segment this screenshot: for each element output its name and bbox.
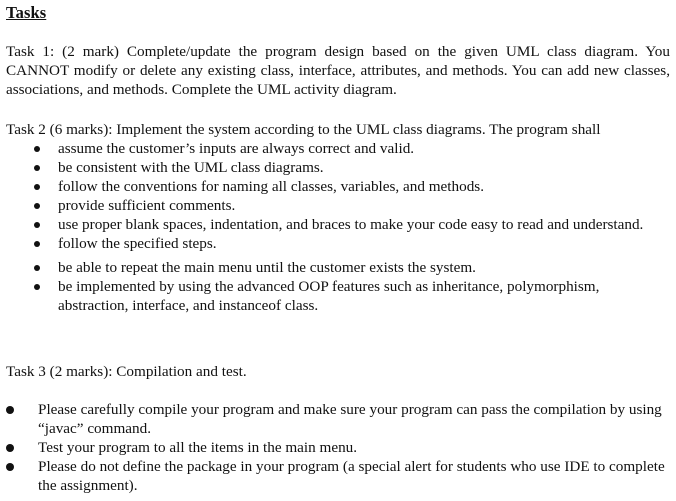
list-item-text: follow the conventions for naming all classes, variables, and methods. (58, 178, 484, 195)
list-item (34, 158, 654, 177)
list-item (6, 457, 666, 495)
list-item-text: be able to repeat the main menu until the customer exists the system. (58, 259, 476, 276)
bullet-icon (34, 146, 40, 152)
list-item (34, 139, 654, 158)
list-item (34, 277, 654, 315)
list-item (6, 400, 666, 438)
bullet-icon (34, 184, 40, 190)
list-item (34, 196, 654, 215)
task3-intro: Task 3 (2 marks): Compilation and test. (6, 363, 247, 380)
list-item (34, 177, 654, 196)
list-item-text: be consistent with the UML class diagrams. (58, 159, 324, 176)
bullet-icon (34, 222, 40, 228)
bullet-icon (34, 165, 40, 171)
bullet-icon (34, 284, 40, 290)
list-item (34, 234, 654, 253)
list-item (34, 258, 654, 277)
list-item-text: follow the specified steps. (58, 235, 217, 252)
bullet-icon (34, 203, 40, 209)
list-item-text: be implemented by using the advanced OOP features such as inheritance, polymorphism, abstraction, interface, and instanceof class. (58, 278, 600, 314)
bullet-icon (34, 265, 40, 271)
page-title: Tasks (6, 3, 47, 22)
task2-requirements-list (34, 139, 654, 315)
list-item-text: use proper blank spaces, indentation, and braces to make your code easy to read and understand. (58, 216, 644, 233)
task3-steps-list (6, 400, 666, 495)
bullet-icon (6, 463, 14, 471)
list-item-text: provide sufficient comments. (58, 197, 236, 214)
list-item-text: Please carefully compile your program and make sure your program can pass the compilation by using “javac” command. (38, 401, 662, 437)
list-item (6, 438, 666, 457)
task1-paragraph: Task 1: (2 mark) Complete/update the program design based on the given UML class diagram. You CANNOT modify or delete any existing class, interface, attributes, and methods. You can add new classes, associations, and methods. Complete the UML activity diagram. (6, 43, 670, 98)
list-item-text: assume the customer’s inputs are always correct and valid. (58, 140, 415, 157)
list-item-text: Test your program to all the items in the main menu. (38, 439, 358, 456)
list-item (34, 215, 654, 234)
bullet-icon (34, 241, 40, 247)
bullet-icon (6, 406, 14, 414)
task2-intro: Task 2 (6 marks): Implement the system according to the UML class diagrams. The program shall (6, 121, 601, 138)
bullet-icon (6, 444, 14, 452)
list-item-text: Please do not define the package in your program (a special alert for students who use IDE to complete the assignment). (38, 458, 665, 494)
